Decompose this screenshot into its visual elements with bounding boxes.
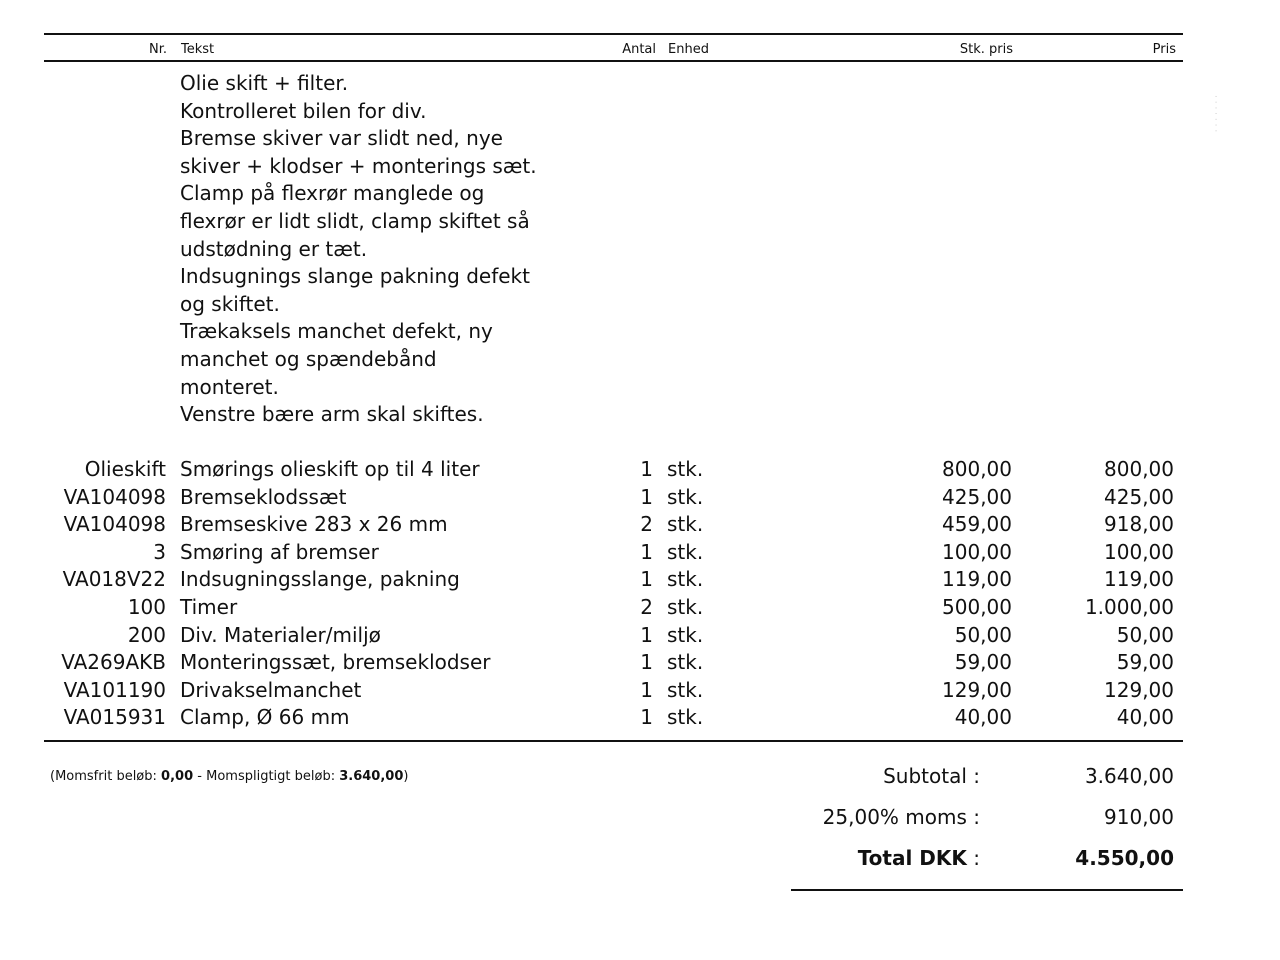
item-price: 40,00 [1116, 705, 1174, 730]
item-unit: stk. [667, 677, 704, 702]
vat-value: 910,00 [1104, 805, 1174, 829]
item-unit: stk. [667, 567, 704, 592]
subtotal-label: Subtotal : [883, 764, 980, 788]
table-row [0, 649, 1280, 677]
description-line: manchet og spændebånd [180, 346, 437, 371]
item-number: VA101190 [63, 677, 166, 702]
item-text: Drivakselmanchet [180, 677, 362, 702]
item-qty: 1 [640, 567, 653, 592]
item-unit-price: 50,00 [954, 622, 1012, 647]
description-line: monteret. [180, 374, 279, 399]
table-row [0, 566, 1280, 594]
item-qty: 1 [640, 484, 653, 509]
item-number: 3 [153, 539, 166, 564]
col-header-unit: Enhed [668, 42, 709, 57]
description-line: og skiftet. [180, 291, 280, 316]
col-header-text: Tekst [181, 42, 215, 57]
item-qty: 2 [640, 594, 653, 619]
item-number: Olieskift [84, 457, 166, 481]
vat-note: (Momsfrit beløb: 0,00 - Momspligtigt beløb: 3.640,00) [50, 769, 409, 784]
item-qty: 2 [640, 512, 653, 537]
item-unit: stk. [667, 650, 704, 675]
item-price: 800,00 [1104, 457, 1174, 481]
item-text: Clamp, Ø 66 mm [180, 705, 350, 730]
item-unit-price: 500,00 [942, 594, 1012, 619]
item-unit-price: 40,00 [954, 705, 1012, 730]
item-number: VA104098 [63, 512, 166, 537]
description-line: Trækaksels manchet defekt, ny [180, 319, 493, 344]
description-line: Indsugnings slange pakning defekt [180, 264, 530, 289]
vat-taxable-value: 3.640,00 [339, 769, 404, 784]
item-unit: stk. [667, 705, 704, 730]
item-price: 129,00 [1104, 677, 1174, 702]
col-header-nr: Nr. [148, 42, 167, 57]
item-unit: stk. [667, 539, 704, 564]
item-text: Bremseskive 283 x 26 mm [180, 512, 448, 537]
side-watermark: · · · · · · · [1210, 95, 1220, 133]
item-unit-price: 119,00 [942, 567, 1012, 592]
item-price: 119,00 [1104, 567, 1174, 592]
table-row [0, 622, 1280, 650]
item-text: Bremseklodssæt [180, 484, 347, 509]
item-text: Smørings olieskift op til 4 liter [180, 457, 480, 481]
item-price: 918,00 [1104, 512, 1174, 537]
description-line: Bremse skiver var slidt ned, nye [180, 126, 503, 151]
line-items [0, 456, 1280, 732]
description-line: flexrør er lidt slidt, clamp skiftet så [180, 208, 530, 233]
table-row [0, 511, 1280, 539]
item-unit: stk. [667, 484, 704, 509]
description-line: Venstre bære arm skal skiftes. [180, 402, 484, 427]
table-row [0, 539, 1280, 567]
item-text: Monteringssæt, bremseklodser [180, 650, 491, 675]
item-qty: 1 [640, 457, 653, 481]
subtotal-value: 3.640,00 [1084, 764, 1174, 788]
table-row [0, 594, 1280, 622]
item-unit-price: 129,00 [942, 677, 1012, 702]
table-row [0, 484, 1280, 512]
item-price: 50,00 [1116, 622, 1174, 647]
header-top-rule [44, 33, 1183, 35]
item-number: 200 [127, 622, 166, 647]
description-line: udstødning er tæt. [180, 236, 368, 261]
header-bottom-rule [44, 60, 1183, 62]
table-row [0, 677, 1280, 705]
col-header-qty: Antal [622, 42, 656, 57]
total-label: Total DKK : [857, 846, 980, 870]
item-price: 59,00 [1116, 650, 1174, 675]
item-unit: stk. [667, 512, 704, 537]
item-unit: stk. [667, 457, 704, 481]
item-price: 425,00 [1104, 484, 1174, 509]
item-unit-price: 459,00 [942, 512, 1012, 537]
item-unit-price: 100,00 [942, 539, 1012, 564]
item-qty: 1 [640, 677, 653, 702]
total-underline [791, 889, 1183, 891]
work-description [180, 70, 537, 429]
item-qty: 1 [640, 705, 653, 730]
items-bottom-rule [44, 740, 1183, 742]
item-number: VA015931 [63, 705, 166, 730]
description-line: Clamp på flexrør manglede og [180, 181, 485, 206]
item-number: VA104098 [63, 484, 166, 509]
vat-free-value: 0,00 [161, 769, 194, 784]
item-unit: stk. [667, 622, 704, 647]
vat-taxable-label: Momspligtigt beløb: [206, 769, 336, 784]
vat-label: 25,00% moms : [822, 805, 980, 829]
item-price: 1.000,00 [1084, 594, 1174, 619]
item-price: 100,00 [1104, 539, 1174, 564]
item-qty: 1 [640, 539, 653, 564]
item-number: VA269AKB [61, 650, 166, 675]
table-row [0, 704, 1280, 732]
item-unit: stk. [667, 594, 704, 619]
item-qty: 1 [640, 622, 653, 647]
item-unit-price: 425,00 [942, 484, 1012, 509]
col-header-unit-price: Stk. pris [959, 42, 1013, 57]
description-line: Kontrolleret bilen for div. [180, 98, 427, 123]
item-text: Div. Materialer/miljø [180, 622, 381, 647]
item-qty: 1 [640, 650, 653, 675]
total-value: 4.550,00 [1075, 846, 1174, 870]
item-unit-price: 800,00 [942, 457, 1012, 481]
item-number: 100 [127, 594, 166, 619]
item-unit-price: 59,00 [954, 650, 1012, 675]
col-header-price: Pris [1152, 42, 1176, 57]
table-row [0, 456, 1280, 484]
description-line: Olie skift + filter. [180, 71, 349, 95]
vat-free-label: Momsfrit beløb: [55, 769, 157, 784]
item-text: Smøring af bremser [180, 539, 379, 564]
description-line: skiver + klodser + monterings sæt. [180, 153, 537, 178]
item-text: Timer [180, 594, 238, 619]
item-number: VA018V22 [62, 567, 166, 592]
item-text: Indsugningsslange, pakning [180, 567, 460, 592]
